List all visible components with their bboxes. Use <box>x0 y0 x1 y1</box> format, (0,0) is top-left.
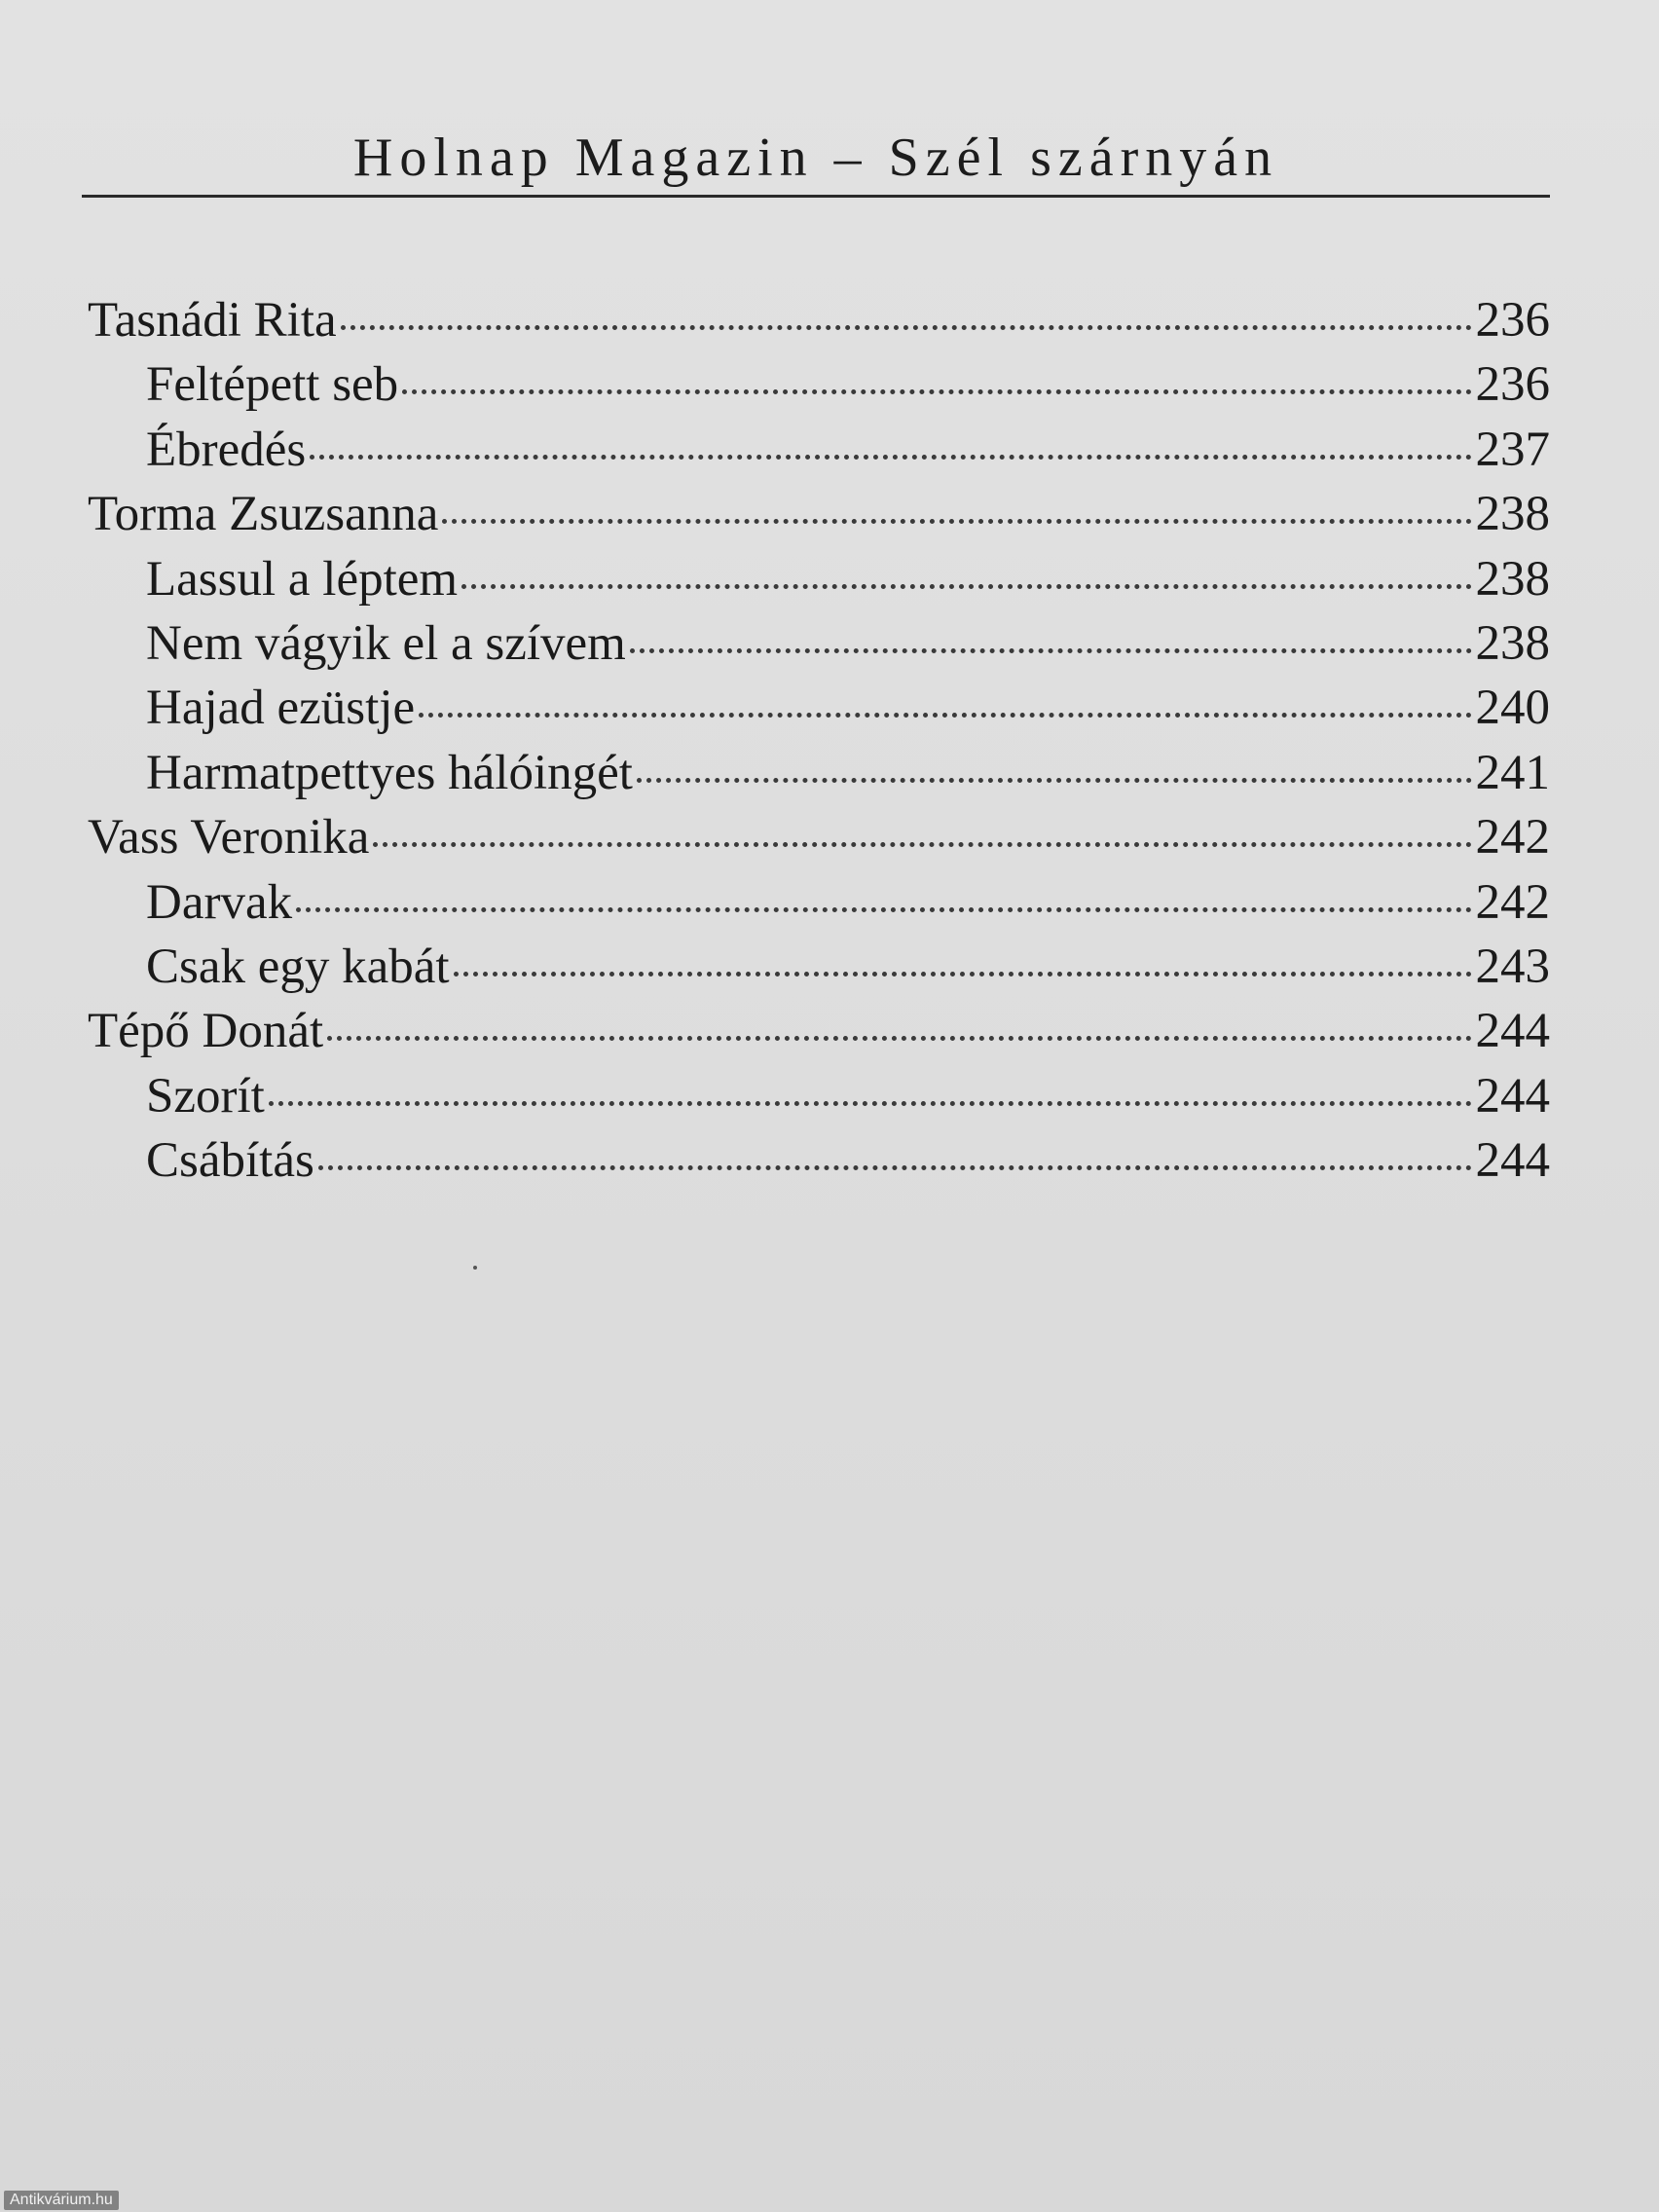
toc-entry-poem <box>88 1128 1550 1193</box>
toc-page-number: 244 <box>1475 1068 1550 1124</box>
table-of-contents <box>88 288 1550 1193</box>
toc-entry-title: Tépő Donát <box>88 1004 324 1059</box>
running-header: Holnap Magazin – Szél szárnyán <box>352 128 1279 188</box>
toc-page-number: 244 <box>1475 1004 1550 1059</box>
toc-page-number: 238 <box>1475 551 1550 607</box>
toc-page-number: 236 <box>1475 293 1550 348</box>
toc-dot-leader <box>310 455 1471 460</box>
toc-entry-title: Csak egy kabát <box>146 939 450 994</box>
toc-entry-title: Ébredés <box>146 422 307 477</box>
toc-dot-leader <box>442 519 1471 524</box>
toc-entry-poem <box>88 547 1550 611</box>
header-rule <box>82 195 1550 198</box>
toc-entry-title: Lassul a léptem <box>146 551 459 607</box>
toc-dot-leader <box>637 778 1472 783</box>
watermark: Antikvárium.hu <box>4 2191 119 2210</box>
toc-dot-leader <box>461 584 1471 589</box>
toc-entry-author <box>88 805 1550 869</box>
dust-speck <box>473 1266 477 1270</box>
toc-entry-poem <box>88 611 1550 676</box>
toc-entry-title: Torma Zsuzsanna <box>88 487 439 542</box>
toc-page-number: 242 <box>1475 874 1550 930</box>
toc-page-number: 242 <box>1475 810 1550 866</box>
toc-page-number: 244 <box>1475 1133 1550 1189</box>
toc-dot-leader <box>269 1101 1472 1106</box>
toc-entry-title: Feltépett seb <box>146 357 399 413</box>
toc-entry-poem <box>88 676 1550 740</box>
toc-dot-leader <box>419 713 1471 718</box>
toc-entry-poem <box>88 1064 1550 1128</box>
toc-dot-leader <box>327 1036 1471 1041</box>
toc-dot-leader <box>454 972 1472 977</box>
toc-page-number: 240 <box>1475 681 1550 736</box>
toc-entry-poem <box>88 741 1550 805</box>
toc-entry-title: Csábítás <box>146 1133 314 1189</box>
toc-entry-title: Harmatpettyes hálóingét <box>146 745 633 800</box>
toc-page-number: 237 <box>1475 422 1550 477</box>
toc-entry-author <box>88 482 1550 546</box>
toc-page-number: 243 <box>1475 939 1550 994</box>
toc-entry-title: Szorít <box>146 1068 265 1124</box>
toc-page-number: 238 <box>1475 487 1550 542</box>
toc-dot-leader <box>373 842 1471 847</box>
toc-page-number: 241 <box>1475 745 1550 800</box>
toc-entry-poem <box>88 935 1550 999</box>
toc-entry-author <box>88 999 1550 1063</box>
toc-entry-poem <box>88 870 1550 935</box>
toc-entry-poem <box>88 418 1550 482</box>
toc-page-number: 236 <box>1475 357 1550 413</box>
toc-entry-title: Tasnádi Rita <box>88 293 337 348</box>
toc-entry-author <box>88 288 1550 352</box>
toc-dot-leader <box>402 389 1471 394</box>
toc-page-number: 238 <box>1475 615 1550 671</box>
toc-entry-title: Darvak <box>146 874 293 930</box>
toc-entry-title: Hajad ezüstje <box>146 681 416 736</box>
toc-dot-leader <box>296 907 1471 912</box>
toc-dot-leader <box>341 325 1472 330</box>
toc-dot-leader <box>630 648 1472 653</box>
toc-entry-title: Vass Veronika <box>88 810 370 866</box>
toc-entry-poem <box>88 352 1550 417</box>
toc-entry-title: Nem vágyik el a szívem <box>146 615 626 671</box>
toc-dot-leader <box>318 1165 1472 1170</box>
